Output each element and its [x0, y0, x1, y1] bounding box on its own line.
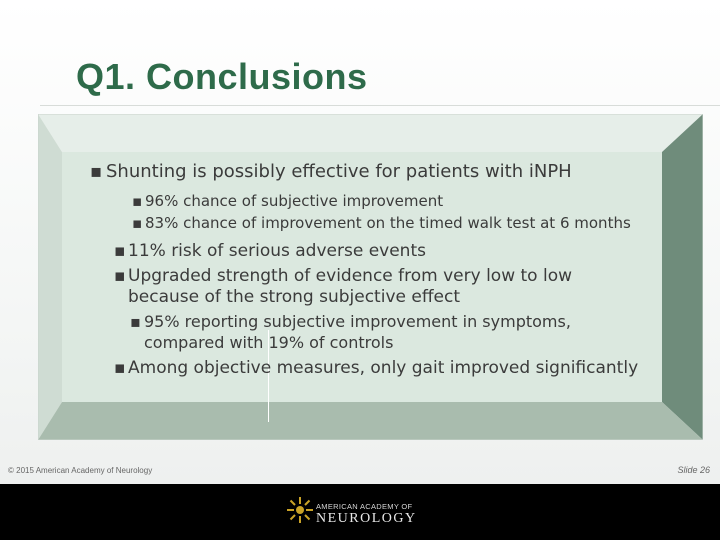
logo-line1: AMERICAN ACADEMY OF: [316, 502, 413, 511]
bullet-marker: ▪: [130, 312, 141, 331]
logo-line2: NEUROLOGY: [316, 511, 417, 526]
bullet-item: ▪ Shunting is possibly effective for patients with iNPH: [90, 161, 572, 182]
bullet-marker: ▪: [114, 358, 126, 378]
sunburst-icon: [286, 496, 314, 524]
bullet-item: ▪ Upgraded strength of evidence from very low to low because of the strong subjective effect: [114, 266, 573, 307]
bullet-marker: ▪: [114, 266, 126, 286]
bullet-marker: ▪: [132, 192, 143, 210]
bullet-marker: ▪: [114, 241, 126, 261]
bullet-marker: ▪: [90, 161, 103, 182]
footer-slide-number: Slide 26: [677, 465, 710, 475]
bullet-item: ▪ 83% chance of improvement on the timed walk test at 6 months: [132, 214, 631, 232]
bullet-item: ▪ 11% risk of serious adverse events: [114, 241, 426, 261]
bullet-item: ▪ 96% chance of subjective improvement: [132, 192, 444, 210]
aan-logo: [286, 494, 426, 532]
bullet-item: ▪ 95% reporting subjective improvement in symptoms, compared with 19% of controls: [130, 312, 571, 352]
bullet-list: [90, 160, 670, 380]
bullet-item: ▪ Among objective measures, only gait improved significantly: [114, 358, 639, 378]
footer-copyright: © 2015 American Academy of Neurology: [8, 466, 153, 475]
slide-title: Q1. Conclusions: [76, 56, 368, 97]
bullet-marker: ▪: [132, 214, 143, 232]
title-rule: [40, 105, 720, 106]
